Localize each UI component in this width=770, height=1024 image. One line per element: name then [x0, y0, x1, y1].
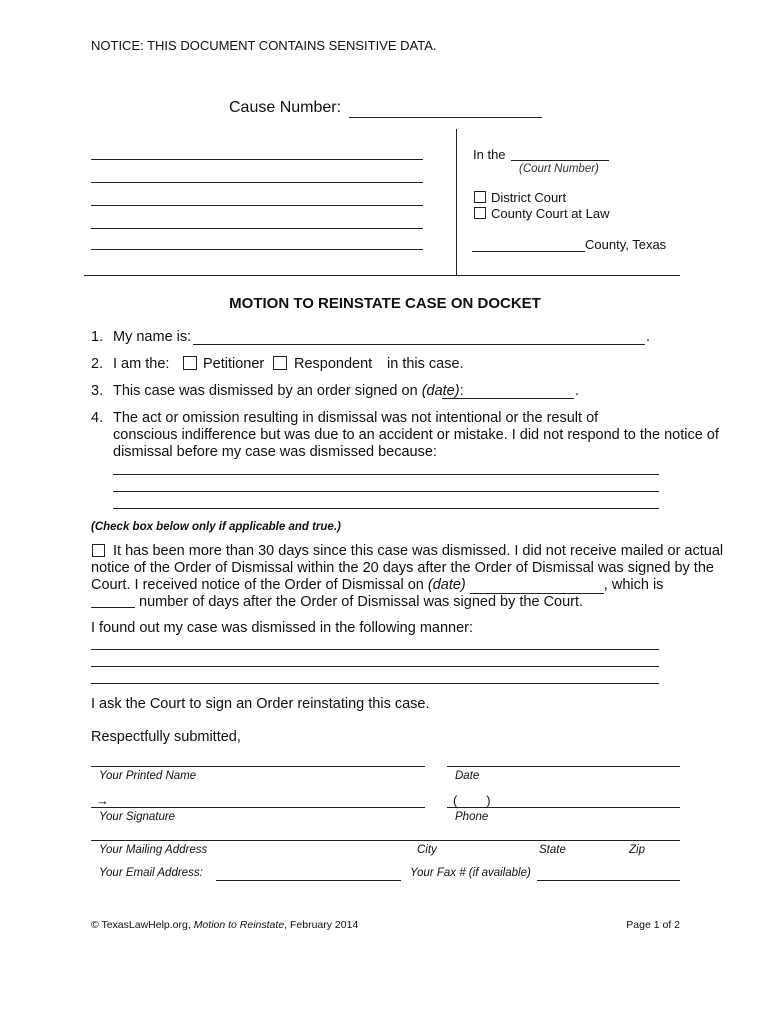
court-number-field[interactable]	[511, 160, 609, 161]
found-out-label: I found out my case was dismissed in the following manner:	[91, 620, 474, 636]
footer-date: , February 2014	[284, 919, 359, 931]
date-field-label: Date	[455, 770, 480, 782]
manner-line-3[interactable]	[91, 683, 659, 684]
notice-text: NOTICE: THIS DOCUMENT CONTAINS SENSITIVE DATA.	[91, 38, 437, 53]
page-number: Page 1 of 2	[626, 919, 680, 931]
county-court-at-law-checkbox[interactable]	[474, 207, 486, 219]
optional-line-3	[91, 577, 663, 594]
item3-text	[113, 383, 464, 399]
arrow-icon: →	[96, 793, 109, 808]
item4-line-2: conscious indifference but was due to an accident or mistake. I did not respond to the notice of	[113, 427, 719, 443]
caption-divider-horizontal	[84, 275, 680, 276]
optional-line-2: notice of the Order of Dismissal within the 20 days after the Order of Dismissal was signed by the	[91, 560, 714, 576]
dismissed-order-label: This case was dismissed by an order signed on	[113, 383, 418, 399]
item-number-3: 3.	[91, 383, 104, 399]
footer-doc-name: Motion to Reinstate	[193, 919, 285, 931]
phone-area-code: ( )	[453, 793, 491, 808]
county-texas-label: County, Texas	[585, 237, 667, 252]
check-note: (Check box below only if applicable and true.)	[91, 521, 341, 533]
party-line-1[interactable]	[91, 159, 423, 160]
thirty-days-checkbox[interactable]	[92, 544, 105, 557]
ask-court-text: I ask the Court to sign an Order reinstating this case.	[91, 696, 430, 712]
phone-field[interactable]	[447, 807, 680, 808]
email-label: Your Email Address:	[99, 867, 203, 879]
signature-field[interactable]	[91, 807, 425, 808]
item1-period: .	[646, 329, 651, 345]
printed-name-label: Your Printed Name	[99, 770, 197, 782]
printed-name-field[interactable]	[91, 766, 425, 767]
zip-label: Zip	[629, 844, 645, 856]
notice-date-field[interactable]	[470, 577, 604, 594]
date-colon: :	[459, 383, 464, 399]
signature-label: Your Signature	[99, 811, 176, 823]
petitioner-checkbox[interactable]	[183, 356, 197, 370]
my-name-is-label: My name is:	[113, 329, 192, 345]
item-number-1: 1.	[91, 329, 104, 345]
respectfully-submitted: Respectfully submitted,	[91, 729, 241, 745]
fax-label: Your Fax # (if available)	[410, 867, 531, 879]
optional-line-1: It has been more than 30 days since this case was dismissed. I did not receive mailed or actual	[113, 543, 724, 559]
i-am-the-label: I am the:	[113, 356, 170, 372]
optional-line-4: number of days after the Order of Dismissal was signed by the Court.	[139, 594, 584, 610]
document-title: MOTION TO REINSTATE CASE ON DOCKET	[229, 295, 541, 312]
county-court-at-law-label: County Court at Law	[491, 206, 610, 221]
received-notice-label: Court. I received notice of the Order of Dismissal on	[91, 577, 424, 593]
party-line-3[interactable]	[91, 205, 423, 206]
party-line-4[interactable]	[91, 228, 423, 229]
item3-period: .	[575, 383, 580, 399]
respondent-label: Respondent	[294, 356, 373, 372]
caption-divider-vertical	[456, 129, 457, 275]
cause-number-field[interactable]	[349, 117, 542, 118]
party-line-5[interactable]	[91, 249, 423, 250]
manner-line-1[interactable]	[91, 649, 659, 650]
item4-line-3: dismissal before my case was dismissed because:	[113, 444, 437, 460]
days-count-field[interactable]	[91, 607, 135, 608]
district-court-label: District Court	[491, 190, 567, 205]
mailing-address-field[interactable]	[91, 840, 680, 841]
district-court-checkbox[interactable]	[474, 191, 486, 203]
which-is-label: , which is	[603, 577, 664, 593]
date-label: (date)	[421, 383, 460, 399]
state-label: State	[539, 844, 566, 856]
item4-line-1: The act or omission resulting in dismissal was not intentional or the result of	[113, 410, 599, 426]
phone-label: Phone	[455, 811, 489, 823]
my-name-field[interactable]	[193, 344, 645, 345]
reason-line-3[interactable]	[113, 508, 659, 509]
email-field[interactable]	[216, 880, 401, 881]
fax-field[interactable]	[537, 880, 680, 881]
cause-number-label: Cause Number:	[229, 99, 342, 116]
court-number-hint: (Court Number)	[519, 163, 599, 175]
petitioner-label: Petitioner	[203, 356, 265, 372]
reason-line-1[interactable]	[113, 474, 659, 475]
item-number-2: 2.	[91, 356, 104, 372]
manner-line-2[interactable]	[91, 666, 659, 667]
footer-copyright	[91, 919, 358, 931]
item-number-4: 4.	[91, 410, 104, 426]
footer-copyright-text: © TexasLawHelp.org,	[91, 919, 194, 931]
mailing-address-label: Your Mailing Address	[99, 844, 208, 856]
reason-line-2[interactable]	[113, 491, 659, 492]
respondent-checkbox[interactable]	[273, 356, 287, 370]
city-label: City	[417, 844, 437, 856]
county-field[interactable]	[472, 251, 585, 252]
in-the-label: In the	[473, 147, 506, 162]
dismissal-date-field[interactable]	[442, 398, 574, 399]
notice-date-label: (date)	[427, 577, 466, 593]
party-line-2[interactable]	[91, 182, 423, 183]
date-field[interactable]	[447, 766, 680, 767]
in-this-case-label: in this case.	[387, 356, 464, 372]
